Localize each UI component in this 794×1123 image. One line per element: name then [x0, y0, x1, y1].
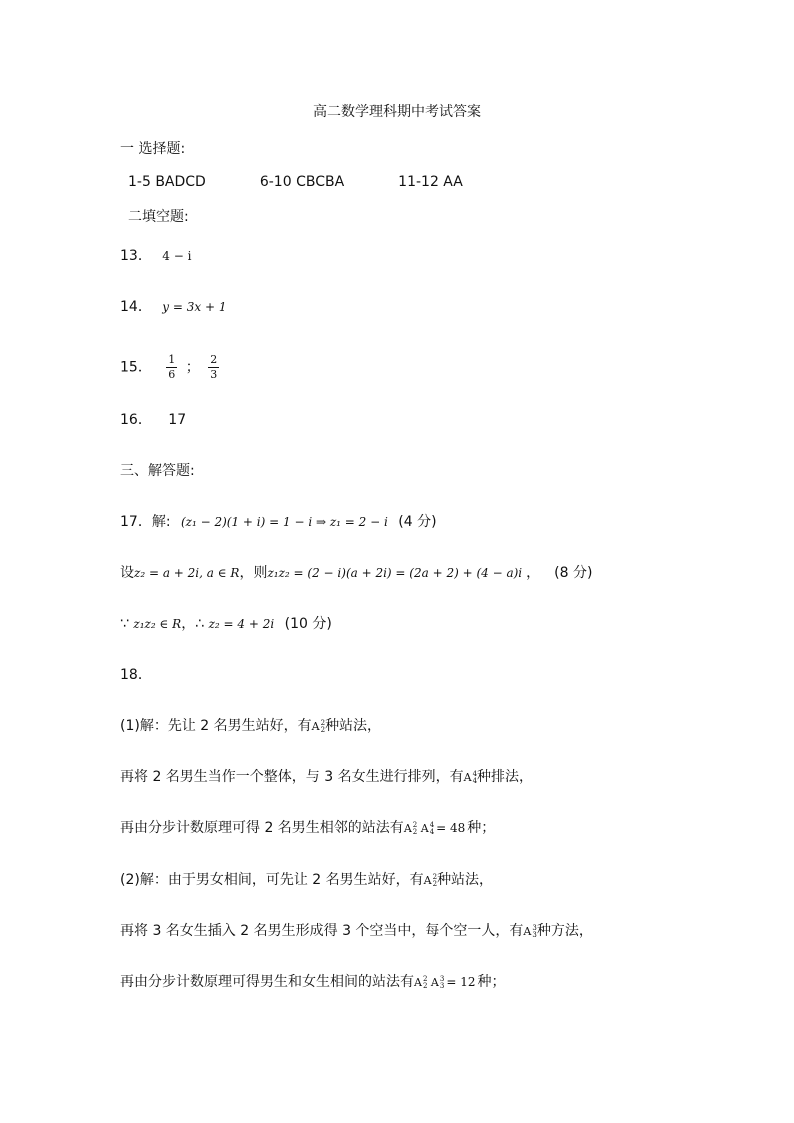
page-title: 高二数学理科期中考试答案: [313, 104, 481, 120]
q18-p4-text: (2)解：由于男女相间，可先让 2 名男生站好，有: [120, 872, 424, 888]
q17-line-3: [120, 614, 332, 634]
q18-p6-suffix: 种；: [477, 974, 506, 990]
q18-paragraph-1: [120, 716, 381, 737]
q13-answer: 4 − i: [162, 249, 192, 263]
q16-label: 16．: [120, 412, 152, 428]
q18-p3-value: = 48: [436, 821, 466, 835]
q15-label: 15．: [120, 359, 152, 376]
q18-p5-suffix: 种方法，: [536, 923, 593, 939]
q18-paragraph-5: [120, 921, 593, 942]
q17-label: 17．解:: [120, 514, 171, 530]
q17-equation: (z₁ − 2)(1 + i) = 1 − i ⇒ z₁ = 2 − i: [180, 515, 388, 529]
q13: [120, 246, 191, 266]
choice-group-1: 1-5 BADCD: [128, 174, 206, 190]
q17-line2-mid: ，则: [239, 565, 268, 581]
q18-paragraph-6: [120, 972, 505, 993]
q14-label: 14．: [120, 299, 152, 315]
q14-answer: y = 3x + 1: [162, 300, 227, 314]
arrangement-A22-A44: A 2 2 A 4 4: [403, 821, 435, 836]
q17-line2-eq1: z₂ = a + 2i, a ∈ R: [134, 566, 240, 580]
q18-paragraph-4: [120, 870, 493, 891]
q17-line2-sep: ，: [526, 565, 541, 581]
q15-fraction-1: [166, 353, 177, 382]
q18-p4-suffix: 种站法，: [437, 872, 494, 888]
section1-heading: 一 选择题:: [120, 141, 186, 157]
q17-line3-eq2: z₂ = 4 + 2i: [208, 617, 275, 631]
arrangement-A22: A 2 2: [311, 719, 326, 734]
q16-answer: 17: [168, 412, 187, 428]
arrangement-A44: A 4 4: [463, 770, 478, 785]
q18-p3-text: 再由分步计数原理可得 2 名男生相邻的站法有: [120, 820, 404, 836]
arrangement-A33: A 3 3: [523, 924, 537, 939]
q17-score-1: (4 分): [398, 514, 437, 530]
q17-line2-eq2: z₁z₂ = (2 − i)(a + 2i) = (2a + 2) + (4 − a)i: [267, 566, 523, 580]
q17-score-2: (8 分): [554, 565, 593, 581]
q17-score-3: (10 分): [284, 616, 332, 632]
q18-p2-suffix: 种排法，: [477, 769, 534, 785]
arrangement-A22-A33: A 2 2 A 3 3: [414, 975, 445, 990]
q18-p5-text: 再将 3 名女生插入 2 名男生形成得 3 个空当中，每个空一人，有: [120, 923, 524, 939]
q16: [120, 410, 186, 430]
q18-p6-value: = 12: [446, 975, 476, 989]
q15-fraction-2-num: 2: [210, 353, 218, 366]
q18-p2-text: 再将 2 名男生当作一个整体，与 3 名女生进行排列，有: [120, 769, 464, 785]
q15-separator: ；: [185, 359, 200, 376]
q18-p6-text: 再由分步计数原理可得男生和女生相间的站法有: [120, 974, 414, 990]
q17-line-2: [120, 563, 592, 583]
q18-p1-text: (1)解：先让 2 名男生站好，有: [120, 718, 312, 734]
choice-group-3: 11-12 AA: [398, 174, 463, 190]
q15-fraction-1-num: 1: [168, 353, 176, 366]
q15-fraction-2-den: 3: [210, 368, 218, 381]
q15: [120, 353, 223, 382]
q17-line3-mid: ，∴: [181, 616, 205, 632]
q14: [120, 297, 226, 317]
section3-heading: 三、解答题:: [120, 463, 195, 479]
q13-label: 13．: [120, 248, 152, 264]
choice-answers: [128, 172, 463, 192]
section2-heading: 二填空题:: [128, 209, 189, 225]
arrangement-A22: A 2 2: [423, 873, 438, 888]
q15-fraction-1-den: 6: [168, 368, 176, 381]
q18-p3-suffix: 种；: [467, 820, 496, 836]
q18-label: 18．: [120, 667, 152, 683]
q18-p1-suffix: 种站法，: [325, 718, 382, 734]
q15-fraction-2: [208, 353, 219, 382]
q17-line-1: [120, 512, 437, 532]
q17-line3-eq1: z₁z₂ ∈ R: [133, 617, 182, 631]
choice-group-2: 6-10 CBCBA: [259, 174, 345, 190]
q18-paragraph-3: [120, 818, 495, 839]
because-symbol: ∵: [120, 616, 129, 632]
q17-line2-prefix: 设: [120, 565, 134, 581]
q18-paragraph-2: [120, 767, 533, 788]
